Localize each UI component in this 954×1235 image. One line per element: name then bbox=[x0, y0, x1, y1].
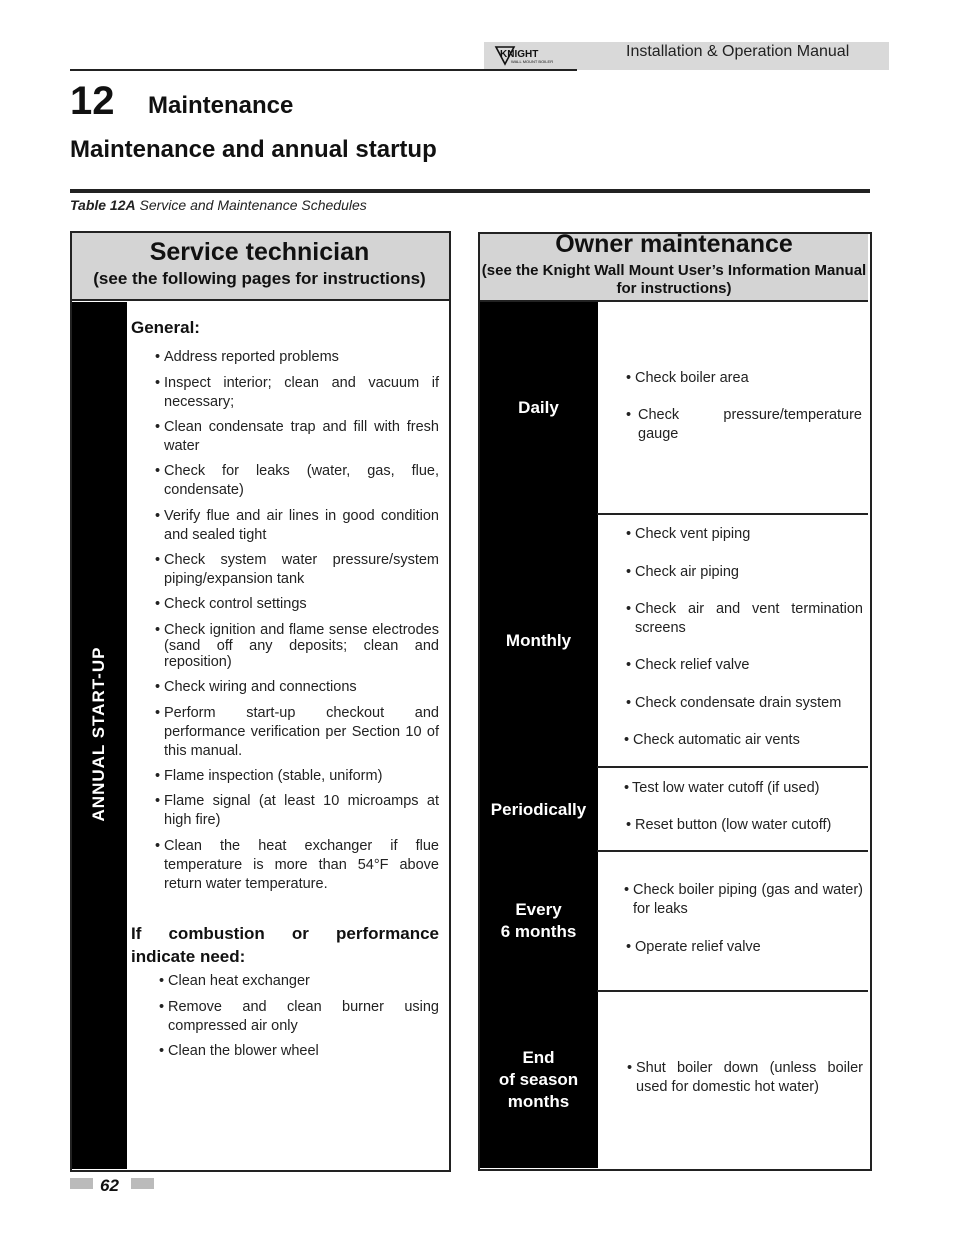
list-item: • Check ignition and flame sense electrodes (sand off any deposits; clean and reposition) bbox=[155, 622, 439, 670]
footer-mark-left bbox=[70, 1178, 93, 1189]
column-divider bbox=[596, 302, 598, 1168]
annual-startup-label: ANNUAL START-UP bbox=[89, 646, 108, 822]
list-item: • Test low water cutoff (if used) bbox=[624, 780, 820, 796]
row-label-monthly: Monthly bbox=[480, 514, 597, 768]
list-item: • Flame signal (at least 10 microamps at high fire) bbox=[155, 793, 439, 828]
page-number: 62 bbox=[100, 1176, 119, 1195]
owner-subtitle: (see the Knight Wall Mount User’s Information Manual for instructions) bbox=[481, 262, 867, 297]
annual-startup-sidebar bbox=[72, 302, 127, 1169]
row-divider bbox=[597, 513, 868, 515]
list-item: • Check vent piping bbox=[626, 526, 751, 542]
chapter-number: 12 bbox=[70, 79, 115, 123]
list-item: • Operate relief valve bbox=[626, 939, 761, 955]
row-divider bbox=[597, 850, 868, 852]
list-item: • Clean condensate trap and fill with fresh water bbox=[155, 419, 439, 454]
service-subtitle: (see the following pages for instructions) bbox=[93, 269, 426, 288]
list-item: • Verify flue and air lines in good condition and sealed tight bbox=[155, 508, 439, 543]
list-item: • Remove and clean burner using compressed air only bbox=[159, 999, 439, 1034]
list-item: • Perform start-up checkout and performance verification per Section 10 of this manual. bbox=[155, 705, 439, 759]
combustion-heading: If combustion or performance indicate need: bbox=[131, 924, 439, 966]
caption-label: Table 12A bbox=[70, 197, 136, 213]
row-divider bbox=[597, 766, 868, 768]
knight-logo bbox=[492, 44, 568, 66]
list-item: • Check condensate drain system bbox=[626, 695, 842, 711]
footer-mark-right bbox=[131, 1178, 154, 1189]
list-item: • Clean heat exchanger bbox=[159, 973, 310, 989]
table-caption bbox=[70, 196, 367, 214]
section-title: Maintenance and annual startup bbox=[70, 136, 437, 163]
list-item: • Check relief valve bbox=[626, 657, 750, 673]
list-item: • Check air and vent termination screens bbox=[626, 601, 863, 636]
list-item: • Check wiring and connections bbox=[155, 679, 357, 695]
manual-title: Installation & Operation Manual bbox=[626, 43, 850, 60]
owner-title: Owner maintenance bbox=[555, 230, 793, 258]
section-rule bbox=[70, 189, 870, 193]
caption-text: Service and Maintenance Schedules bbox=[135, 197, 367, 213]
list-item: • Clean the heat exchanger if flue temperature is more than 54°F above return water temperature. bbox=[155, 838, 439, 892]
list-item: • Check boiler area bbox=[626, 370, 749, 386]
list-item: • Check pressure/temperature gauge bbox=[626, 407, 862, 442]
list-item: • Address reported problems bbox=[155, 349, 339, 365]
row-label-periodically: Periodically bbox=[480, 768, 597, 851]
list-item: • Clean the blower wheel bbox=[159, 1043, 319, 1059]
chapter-title: Maintenance bbox=[148, 92, 294, 119]
general-heading: General: bbox=[131, 318, 200, 337]
list-item: • Check system water pressure/system piping/expansion tank bbox=[155, 552, 439, 587]
list-item: • Shut boiler down (unless boiler used for domestic hot water) bbox=[627, 1060, 863, 1095]
list-item: • Reset button (low water cutoff) bbox=[626, 817, 832, 833]
list-item: • Check automatic air vents bbox=[624, 732, 800, 748]
row-label-every-6-months: Every 6 months bbox=[480, 851, 597, 991]
list-item: • Check for leaks (water, gas, flue, condensate) bbox=[155, 463, 439, 498]
list-item: • Inspect interior; clean and vacuum if necessary; bbox=[155, 375, 439, 410]
service-title: Service technician bbox=[149, 238, 370, 266]
row-label-daily: Daily bbox=[480, 302, 597, 514]
header-rule bbox=[70, 69, 577, 71]
list-item: • Check control settings bbox=[155, 596, 307, 612]
list-item: • Check boiler piping (gas and water) for leaks bbox=[624, 882, 863, 917]
row-divider bbox=[597, 990, 868, 992]
row-label-end-of-season: End of season months bbox=[480, 991, 597, 1168]
svg-text:KNIGHT: KNIGHT bbox=[500, 49, 539, 60]
list-item: • Check air piping bbox=[626, 564, 739, 580]
list-item: • Flame inspection (stable, uniform) bbox=[155, 768, 383, 784]
svg-text:WALL MOUNT BOILER: WALL MOUNT BOILER bbox=[511, 59, 554, 64]
